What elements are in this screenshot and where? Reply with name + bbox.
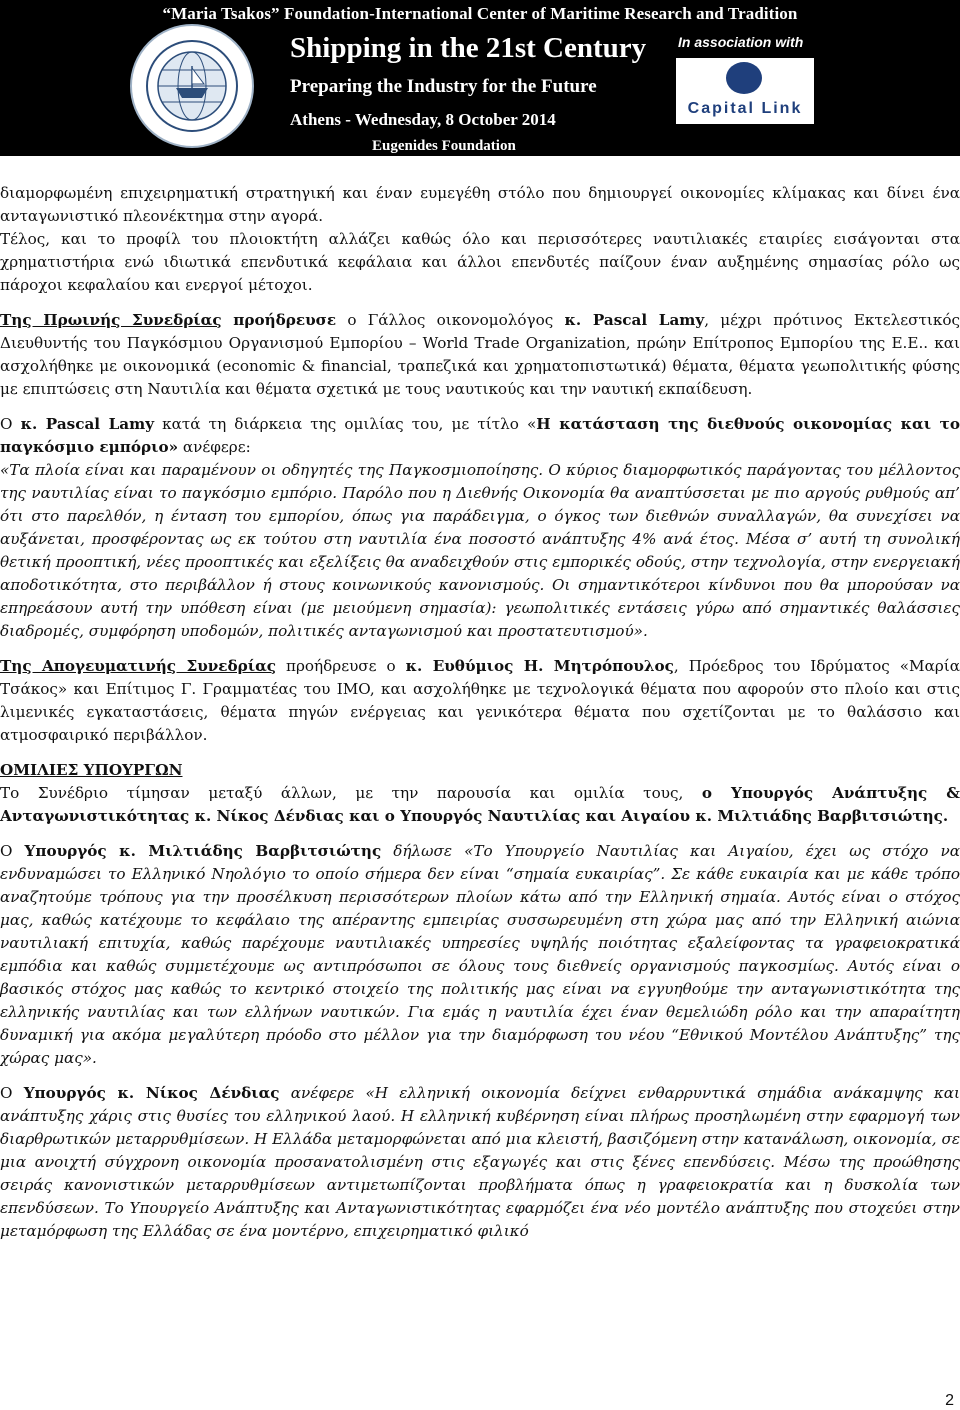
capital-link-mark-icon <box>726 62 762 94</box>
paragraph-text: προήδρευσε ο <box>276 657 406 675</box>
paragraph-afternoon-session <box>0 655 960 747</box>
paragraph-text: ο Γάλλος οικονομολόγος <box>336 311 565 329</box>
paragraph-lamy-quote: «Τα πλοία είναι και παραμένουν οι οδηγητές της Παγκοσμιοποίησης. Ο κύριος διαμορφωτικός παράγοντας του μέλλοντος της ναυτιλίας είναι το παγκόσμιο εμπόριο. Παρόλο που η Διεθνής Οικονομία θα αναπτύσσεται με πιο αργούς ρυθμούς απ’ ότι στο παρελθόν, η ένταση του εμπορίου, όπως για παράδειγμα, ο όγκος των διεθνών συναλλαγών, θα συνεχίσει να αυξάνεται, προσφέροντας ως εκ τούτου στη ναυτιλία ένα ποσοστό ανάπτυξης 4% ανά έτος. Μέσα σ’ αυτή τη συνολική θετική προοπτική, νέες προοπτικές και εξελίξεις θα αναδειχθούν στις εμπορικές οδούς, στην τεχνολογία, στην ενεργειακή αποδοτικότητα, στο περιβάλλον ή στους κοινωνικούς κανονισμούς. Οι σημαντικότεροι κίνδυνοι που θα μπορούσαν να επηρεάσουν αυτή την υπόθεση είναι (με μειούμενη σημασία): γεωπολιτικές εντάσεις γύρω από σημαντικές θαλάσσιες διαδρομές, συμφόρηση υποδομών, πολιτικές ανταγωνισμού και προστατευτισμού». <box>0 461 960 640</box>
capital-link-logo <box>676 58 814 124</box>
page-number: 2 <box>945 1392 954 1409</box>
afternoon-session-label: Της Απογευματινής Συνεδρίας <box>0 657 277 675</box>
ministers-names: ο Υπουργός Ανάπτυξης & Ανταγωνιστικότητας κ. Νίκος Δένδιας και ο Υπουργός Ναυτιλίας και Αιγαίου κ. Μιλτιάδης Βαρβιτσιώτης. <box>0 784 960 825</box>
conference-subtitle: Preparing the Industry for the Future <box>290 76 597 97</box>
speaker-name: κ. Pascal Lamy <box>564 311 705 329</box>
paragraph-morning-session <box>0 309 960 401</box>
paragraph-2: Τέλος, και το προφίλ του πλοιοκτήτη αλλάζει καθώς όλο και περισσότερες ναυτιλιακές εταιρίες εισάγονται στα χρηματιστήρια ενώ ιδιωτικά επενδυτικά κεφάλαια και άλλοι επενδυτές παίζουν έναν αυξημένης σημασίας ρόλο ως πάροχοι κεφαλαίου και ενεργοί μέτοχοι. <box>0 230 960 294</box>
paragraph-text: Ο <box>0 1084 24 1102</box>
foundation-title: “Maria Tsakos” Foundation-International Center of Maritime Research and Tradition <box>162 4 798 23</box>
conference-title: Shipping in the 21st Century <box>290 32 647 64</box>
paragraph-text: , Πρόεδρος του Ιδρύματος «Μαρία Τσάκος» και Επίτιμος Γ. Γραμματέας του IMO, και ασχολήθηκε με τεχνολογικά θέματα που αφορούν στο πλοίο και στις λιμενικές εγκαταστάσεις, θέματα πηγών ενέργειας και γενικότερα θέματα που σχετίζονται με το θαλάσσιο και ατμοσφαιρικό περιβάλλον. <box>0 657 960 744</box>
paragraph-lamy-intro <box>0 413 960 459</box>
speaker-name: Υπουργός κ. Νίκος Δένδιας <box>23 1084 280 1102</box>
document-body <box>0 182 960 1243</box>
paragraph-text: ανέφερε: <box>178 438 251 456</box>
paragraph-text: κατά τη διάρκεια της ομιλίας του, με τίτλο « <box>154 415 537 433</box>
paragraph-varvitsiotis <box>0 840 960 1070</box>
paragraph-text: Ο <box>0 842 25 860</box>
section-heading <box>0 759 960 782</box>
conference-venue: Eugenides Foundation <box>372 138 516 154</box>
section-heading-text: ΟΜΙΛΙΕΣ ΥΠΟΥΡΓΩΝ <box>0 761 183 779</box>
paragraph-ministers-intro <box>0 782 960 828</box>
paragraph-1: διαμορφωμένη επιχειρηματική στρατηγική και έναν ευμεγέθη στόλο που δημιουργεί οικονομίες κλίμακας και δίνει ένα ανταγωνιστικό πλεονέκτημα στην αγορά. <box>0 184 960 225</box>
speaker-name: Υπουργός κ. Μιλτιάδης Βαρβιτσιώτης <box>24 842 382 860</box>
paragraph-text: , μέχρι πρότινος Εκτελεστικός Διευθυντής του Παγκόσμιου Οργανισμού Εμπορίου – World Trade Organization, πρώην Επίτροπος Εμπορίου της Ε.Ε.. και ασχολήθηκε με οικονομικά (economic & financial, τραπεζικά και χρηματοπιστωτικά) θέματα, θέματα γεωπολιτικής φύσης με επιπτώσεις στη Ναυτιλία και θέματα σχετικά με τους ναυτικούς και την ναυτική εκπαίδευση. <box>0 311 960 398</box>
seal-ring <box>146 40 238 132</box>
conference-date: Athens - Wednesday, 8 October 2014 <box>290 110 556 129</box>
quote-text: δήλωσε «Το Υπουργείο Ναυτιλίας και Αιγαίου, έχει ως στόχο να ενδυναμώσει το Ελληνικό Νηολόγιο το οποίο σήμερα δεν είναι “σημαία ευκαιρίας”. Σε κάθε ευκαιρία και με κάθε τρόπο αναζητούμε τρόπους για την προσέλκυση περισσότερων πλοίων κάτω από την Ελληνική σημαία. Αυτός είναι ο στόχος μας, καθώς κατέχουμε το κεφάλαιο της απέραντης εμπειρίας συσσωρευμένη στη χώρα μας από την Ελληνική αιώνια ναυτιλιακή επιτυχία, καθώς παρέχουμε ναυτιλιακές υπηρεσίες υψηλής ποιότητας εξαλείφοντας τα γραφειοκρατικά εμπόδια και καθώς συμμετέχουμε ως αντιπρόσωποι σε όλους τους διεθνείς οργανισμούς παγκοσμίως. Αυτός είναι ο βασικός στόχος μας καθώς το κεντρικό στοιχείο της πολιτικής μας είναι να εγγυηθούμε την ανταγωνιστικότητα της ελληνικής ναυτιλίας και των ελλήνων ναυτικών. Για εμάς η ναυτιλία έχει έναν θεμελιώδη ρόλο και την απαραίτητη δυναμική για ακόμα μεγαλύτερη πρόοδο στο μέλλον για την διαμόρφωση του νέου “Εθνικού Μοντέλου Ανάπτυξης” της χώρας μας». <box>0 842 960 1067</box>
association-label: In association with <box>678 34 804 50</box>
capital-link-text: Capital Link <box>687 100 803 117</box>
speech-title: Η κατάσταση της διεθνούς οικονομίας και το παγκόσμιο εμπόριο» <box>0 415 960 456</box>
paragraph-text: Το Συνέδριο τίμησαν μεταξύ άλλων, με την παρουσία και ομιλία τους, <box>0 784 702 802</box>
presided-word: προήδρευσε <box>221 311 337 329</box>
quote-text: ανέφερε «Η ελληνική οικονομία δείχνει ενθαρρυντικά σημάδια ανάκαμψης και ανάπτυξης χάρις στις θυσίες του ελληνικού λαού. Η ελληνική κυβέρνηση είναι πλήρως προσηλωμένη στην εφαρμογή των διαρθρωτικών μεταρρυθμίσεων. Η Ελλάδα μεταμορφώνεται από μια κλειστή, βασιζόμενη στην κατανάλωση, οικονομία, σε μια ανοιχτή σύγχρονη οικονομία προσανατολισμένη στις εξαγωγές και στις ξένες επενδύσεις. Μέσω της προώθησης σειράς κανονιστικών μεταρρυθμίσεων αντιμετωπίζονται προβλήματα όπως η γραφειοκρατία και η δυσκολία των επενδύσεων. Το Υπουργείο Ανάπτυξης και Ανταγωνιστικότητας εφαρμόζει ένα νέο μοντέλο ανάπτυξης που στοχεύει στην μεταμόρφωση της Ελλάδας σε ένα μοντέρνο, επιχειρηματικό φιλικό <box>0 1084 960 1240</box>
foundation-seal-logo <box>130 24 254 148</box>
conference-header <box>0 0 960 160</box>
speaker-name: κ. Ευθύμιος Η. Μητρόπουλος <box>405 657 674 675</box>
paragraph-dendias <box>0 1082 960 1243</box>
paragraph-text: Ο <box>0 415 21 433</box>
morning-session-label: Της Πρωινής Συνεδρίας <box>0 311 222 329</box>
speaker-name: κ. Pascal Lamy <box>20 415 155 433</box>
